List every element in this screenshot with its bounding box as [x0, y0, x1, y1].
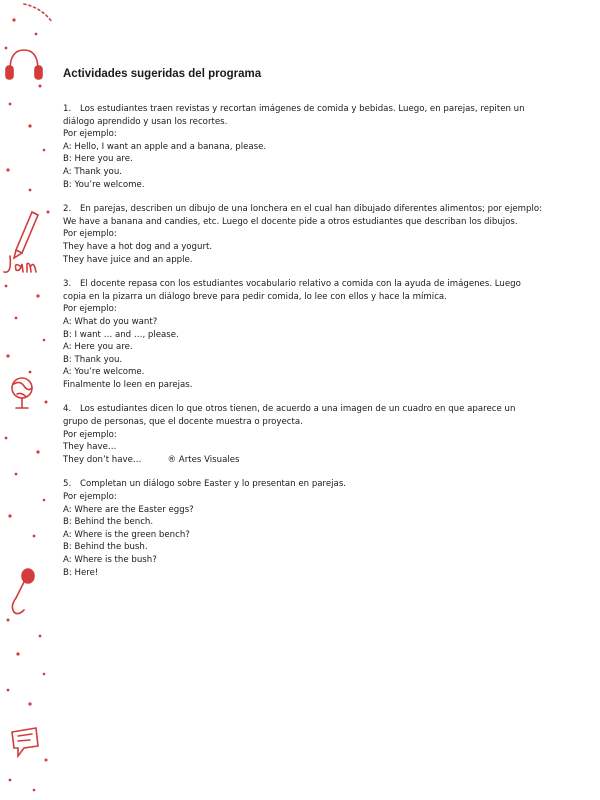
- activity-intro: [63, 203, 543, 216]
- activity-1: [63, 103, 543, 191]
- activity-number: 2.: [63, 204, 72, 215]
- dialogue-line: A: You’re welcome.: [63, 367, 145, 378]
- dialogue-line: A: Where is the bush?: [63, 555, 157, 565]
- document-content: [63, 68, 543, 591]
- cross-reference: ® Artes Visuales: [167, 454, 240, 465]
- dots-pattern: [5, 18, 50, 791]
- dialogue-line: A: Here you are.: [63, 342, 133, 353]
- speech-bubble-icon: [12, 728, 38, 756]
- globe-icon: [12, 378, 32, 408]
- dialogue-line: [63, 454, 543, 467]
- dialogue-line: A: Where is the green bench?: [63, 529, 190, 540]
- margin-decoration: [0, 0, 56, 800]
- dialogue-line: They have juice and an apple.: [63, 254, 193, 265]
- jam-text: [4, 256, 36, 272]
- example-line: Por ejemplo:: [63, 492, 117, 503]
- headphones-icon: [6, 50, 42, 79]
- dashed-arc: [24, 4, 52, 22]
- dialogue-line: A: Thank you.: [63, 166, 122, 177]
- activity-intro: [63, 478, 543, 491]
- dialogue-line: A: Where are the Easter eggs?: [63, 504, 194, 515]
- activity-number: 3.: [63, 279, 72, 290]
- closing-line: Finalmente lo leen en parejas.: [63, 379, 193, 390]
- activity-5: [63, 478, 543, 579]
- dialogue-line: B: Here!: [63, 567, 99, 578]
- dialogue-line: They have…: [63, 442, 117, 453]
- activity-intro-text: El docente repasa con los estudiantes vocabulario relativo a comida con la ayuda de imágenes. Luego copia en la pizarra un diálogo breve para pedir comida, lo lee con ellos y hace la mímica.: [63, 279, 524, 302]
- dialogue-line: B: Here you are.: [63, 154, 133, 165]
- activity-2: [63, 203, 543, 266]
- dialogue-line: A: What do you want?: [63, 316, 158, 327]
- example-line: We have a banana and candies, etc. Luego el docente pide a otros estudiantes que describan los dibujos.: [63, 216, 518, 227]
- dialogue-line: B: Behind the bush.: [63, 542, 148, 553]
- activity-intro: [63, 403, 543, 428]
- example-line: Por ejemplo:: [63, 129, 117, 140]
- activity-3: [63, 278, 543, 391]
- activity-4: [63, 403, 543, 466]
- dialogue-line: B: You’re welcome.: [63, 179, 145, 190]
- dialogue-line: They have a hot dog and a yogurt.: [63, 241, 213, 252]
- pencil-icon: [14, 212, 38, 258]
- dialogue-line: B: Thank you.: [63, 354, 123, 365]
- example-line: Por ejemplo:: [63, 429, 117, 440]
- page-title: Actividades sugeridas del programa: [63, 68, 262, 80]
- microphone-icon: [12, 569, 34, 614]
- activity-intro-text: Los estudiantes dicen lo que otros tienen, de acuerdo a una imagen de un cuadro en que aparece un grupo de personas, que el docente muestra o proyecta.: [63, 404, 519, 428]
- activity-intro: [63, 278, 543, 303]
- activity-intro-text: Completan un diálogo sobre Easter y lo presentan en parejas.: [80, 479, 347, 490]
- dialogue-line: B: I want … and …, please.: [63, 329, 179, 340]
- activity-intro-text: En parejas, describen un dibujo de una lonchera en el cual han dibujado diferentes alimentos; por ejemplo:: [80, 204, 542, 215]
- activity-number: 4.: [63, 404, 72, 415]
- example-line: Por ejemplo:: [63, 229, 117, 240]
- dialogue-line: A: Hello, I want an apple and a banana, please.: [63, 141, 267, 152]
- activity-number: 1.: [63, 104, 72, 114]
- example-line: Por ejemplo:: [63, 304, 117, 315]
- activity-number: 5.: [63, 479, 72, 490]
- activity-intro-text: Los estudiantes traen revistas y recortan imágenes de comida y bebidas. Luego, en parejas, repiten un diálogo aprendido y usan los recortes.: [63, 104, 528, 127]
- dialogue-line: B: Behind the bench.: [63, 517, 154, 528]
- activity-intro: [63, 103, 543, 128]
- dialogue-text: They don’t have…: [63, 454, 142, 465]
